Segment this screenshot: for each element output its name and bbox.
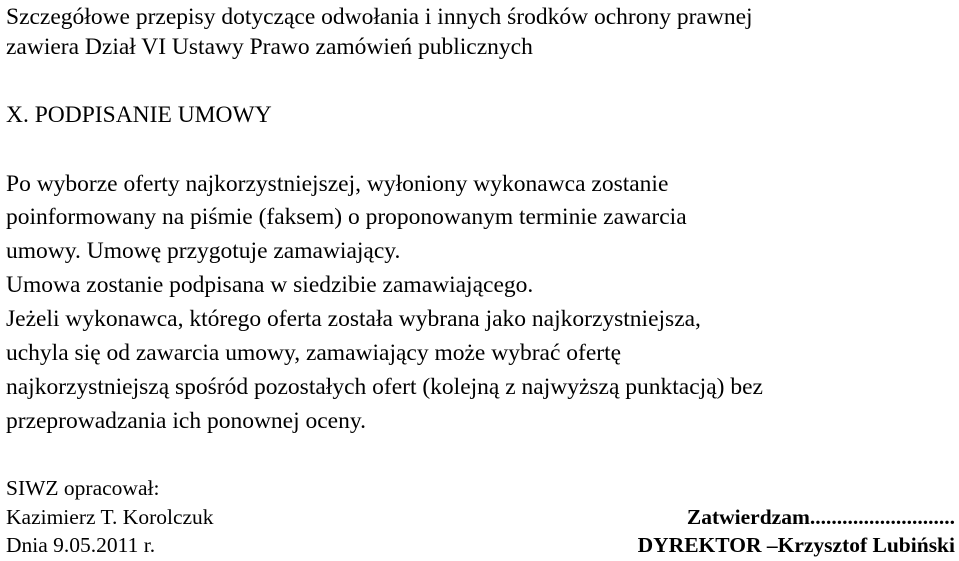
document-date: Dnia 9.05.2011 r. bbox=[6, 533, 156, 557]
body-line: najkorzystniejszą spośród pozostałych ofert (kolejną z najwyższą punktacją) bez bbox=[6, 374, 763, 400]
body-line: Jeżeli wykonawca, którego oferta została wybrana jako najkorzystniejsza, bbox=[6, 306, 701, 332]
body-line: poinformowany na piśmie (faksem) o proponowanym terminie zawarcia bbox=[6, 204, 687, 230]
intro-line-1: Szczegółowe przepisy dotyczące odwołania i innych środków ochrony prawnej bbox=[6, 4, 753, 30]
section-heading: X. PODPISANIE UMOWY bbox=[6, 102, 272, 128]
body-line: przeprowadzania ich ponownej oceny. bbox=[6, 408, 366, 434]
prepared-by-label: SIWZ opracował: bbox=[6, 476, 160, 500]
body-line: uchyla się od zawarcia umowy, zamawiający może wybrać ofertę bbox=[6, 340, 622, 366]
director-signature: DYREKTOR –Krzysztof Lubiński bbox=[637, 533, 955, 557]
prepared-by-name: Kazimierz T. Korolczuk bbox=[6, 505, 214, 529]
body-line: umowy. Umowę przygotuje zamawiający. bbox=[6, 238, 401, 264]
body-line: Po wyborze oferty najkorzystniejszej, wyłoniony wykonawca zostanie bbox=[6, 171, 669, 197]
intro-line-2: zawiera Dział VI Ustawy Prawo zamówień publicznych bbox=[6, 34, 533, 60]
approval-line: Zatwierdzam........................... bbox=[686, 505, 955, 529]
body-line: Umowa zostanie podpisana w siedzibie zamawiającego. bbox=[6, 272, 534, 298]
